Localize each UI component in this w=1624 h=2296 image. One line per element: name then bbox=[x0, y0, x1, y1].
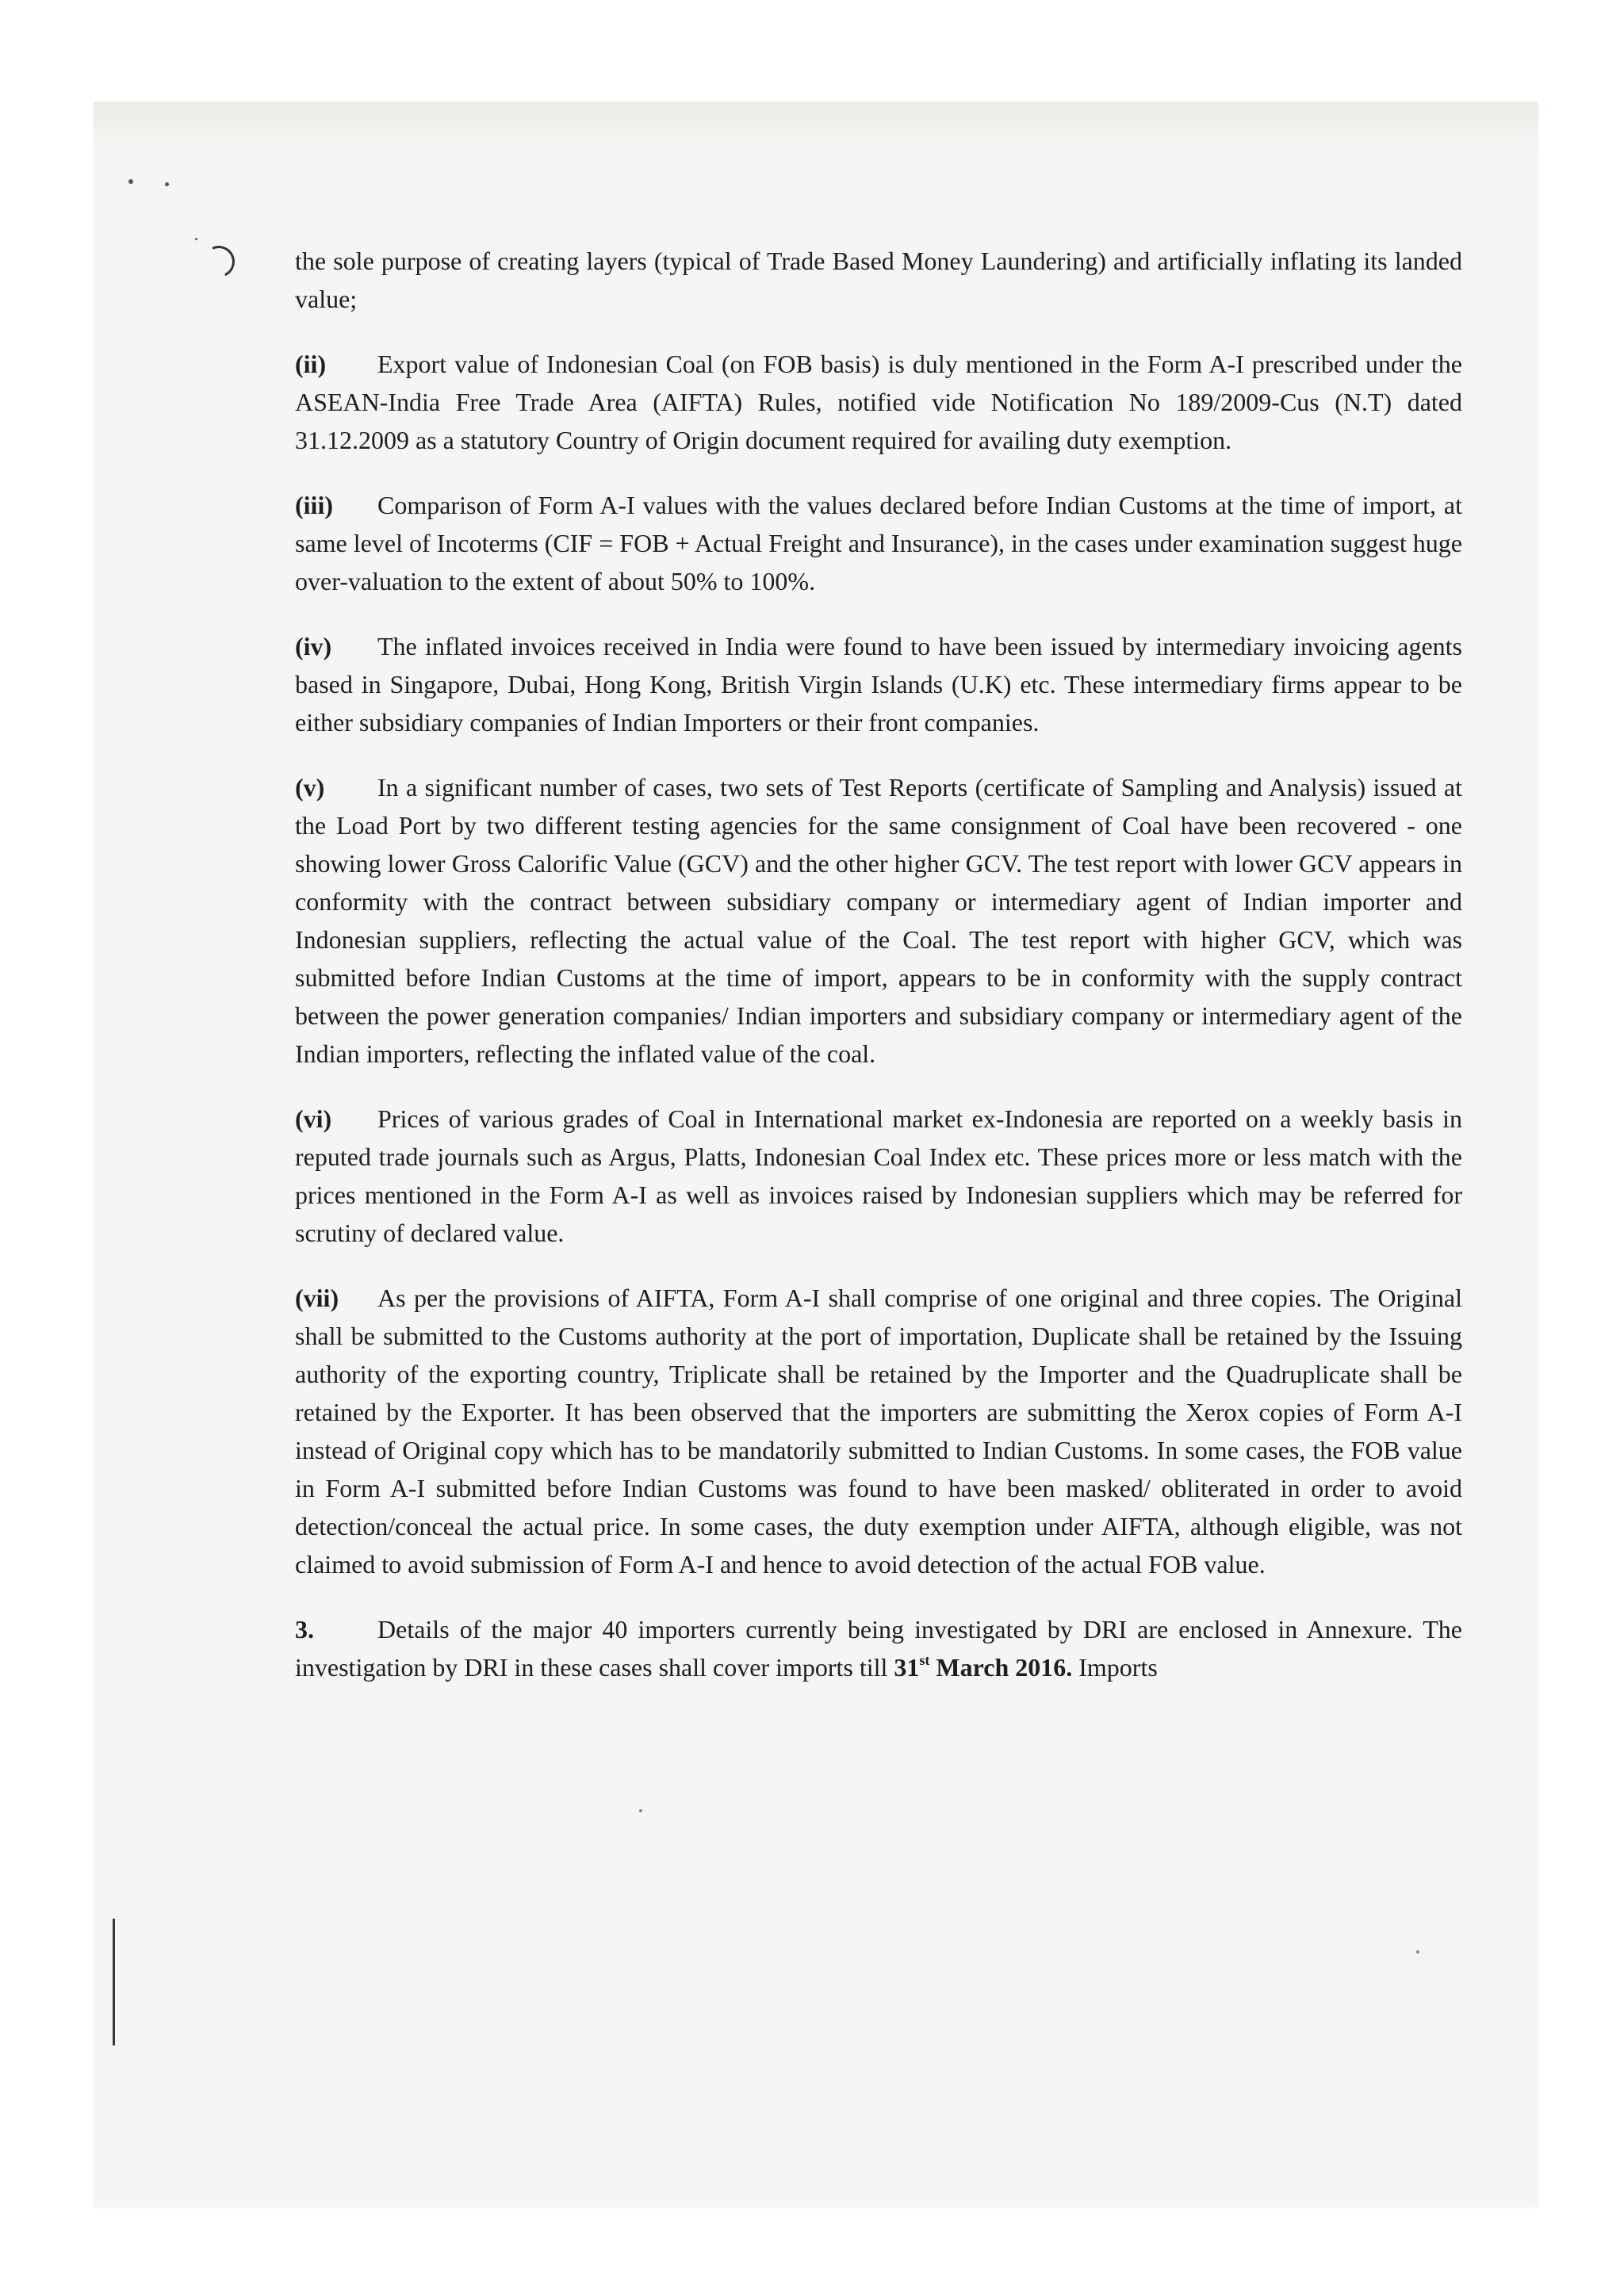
item-number: (ii) bbox=[295, 350, 327, 378]
item-text: The inflated invoices received in India were found to have been issued by intermediary invoicing agents based in Singapore, Dubai, Hong Kong, British Virgin Islands (U.K) etc. These intermediary firms appear to be either subsidiary companies of Indian Importers or their front companies. bbox=[295, 632, 1462, 737]
section-3-paragraph bbox=[295, 1610, 1462, 1686]
deadline-day-suffix: st bbox=[919, 1652, 930, 1668]
scan-speck bbox=[165, 182, 169, 186]
item-iv bbox=[295, 627, 1462, 741]
lead-text: the sole purpose of creating layers (typical of Trade Based Money Laundering) and artificially inflating its landed value; bbox=[295, 247, 1462, 313]
section-3-text: Details of the major 40 importers currently being investigated by DRI are enclosed in Annexure. The investigation by DRI in these cases shall cover imports till bbox=[295, 1615, 1462, 1682]
item-number: (iv) bbox=[295, 632, 332, 660]
margin-line bbox=[113, 1919, 115, 2045]
item-number: (iii) bbox=[295, 491, 333, 519]
item-text: Comparison of Form A-I values with the values declared before Indian Customs at the time of import, at same level of Incoterms (CIF = FOB + Actual Freight and Insurance), in the cases under examination suggest huge over-valuation to the extent of about 50% to 100%. bbox=[295, 491, 1462, 595]
paper-top-shade bbox=[94, 101, 1538, 149]
item-text: Export value of Indonesian Coal (on FOB basis) is duly mentioned in the Form A-I prescribed under the ASEAN-India Free Trade Area (AIFTA) Rules, notified vide Notification No 189/2009-Cus (N.T) dated 31.12.2009 as a statutory Country of Origin document required for availing duty exemption. bbox=[295, 350, 1462, 454]
deadline-month-year: March 2016. bbox=[929, 1653, 1073, 1682]
item-v bbox=[295, 768, 1462, 1073]
item-ii bbox=[295, 345, 1462, 459]
deadline-day: 31 bbox=[894, 1653, 920, 1682]
item-number: (v) bbox=[295, 773, 325, 802]
scan-speck bbox=[128, 179, 133, 184]
item-number: (vi) bbox=[295, 1104, 332, 1133]
deadline-date bbox=[894, 1653, 1072, 1682]
document-body bbox=[295, 242, 1462, 1713]
scan-speck bbox=[195, 238, 197, 240]
scan-speck bbox=[1416, 1950, 1419, 1954]
lead-paragraph bbox=[295, 242, 1462, 318]
section-number: 3. bbox=[295, 1615, 314, 1644]
item-vi bbox=[295, 1100, 1462, 1252]
scan-speck bbox=[639, 1809, 642, 1812]
item-text: In a significant number of cases, two sets of Test Reports (certificate of Sampling and Analysis) issued at the Load Port by two different testing agencies for the same consignment of Coal have been recovered - one showing lower Gross Calorific Value (GCV) and the other higher GCV. The test report with lower GCV appears in conformity with the contract between subsidiary company or intermediary agent of Indian importer and Indonesian suppliers, reflecting the actual value of the Coal. The test report with higher GCV, which was submitted before Indian Customs at the time of import, appears to be in conformity with the supply contract between the power generation companies/ Indian importers and subsidiary company or intermediary agent of the Indian importers, reflecting the inflated value of the coal. bbox=[295, 773, 1462, 1068]
section-3-trailing-text: Imports bbox=[1072, 1653, 1158, 1682]
item-text: Prices of various grades of Coal in International market ex-Indonesia are reported on a weekly basis in reputed trade journals such as Argus, Platts, Indonesian Coal Index etc. These prices more or less match with the prices mentioned in the Form A-I as well as invoices raised by Indonesian suppliers which may be referred for scrutiny of declared value. bbox=[295, 1104, 1462, 1247]
item-number: (vii) bbox=[295, 1284, 339, 1312]
item-text: As per the provisions of AIFTA, Form A-I shall comprise of one original and three copies. The Original shall be submitted to the Customs authority at the port of importation, Duplicate shall be retained by the Issuing authority of the exporting country, Triplicate shall be retained by the Importer and the Quadruplicate shall be retained by the Exporter. It has been observed that the importers are submitting the Xerox copies of Form A-I instead of Original copy which has to be mandatorily submitted to Indian Customs. In some cases, the FOB value in Form A-I submitted before Indian Customs was found to have been masked/ obliterated in order to avoid detection/conceal the actual price. In some cases, the duty exemption under AIFTA, although eligible, was not claimed to avoid submission of Form A-I and hence to avoid detection of the actual FOB value. bbox=[295, 1284, 1462, 1578]
item-vii bbox=[295, 1279, 1462, 1583]
item-iii bbox=[295, 486, 1462, 600]
